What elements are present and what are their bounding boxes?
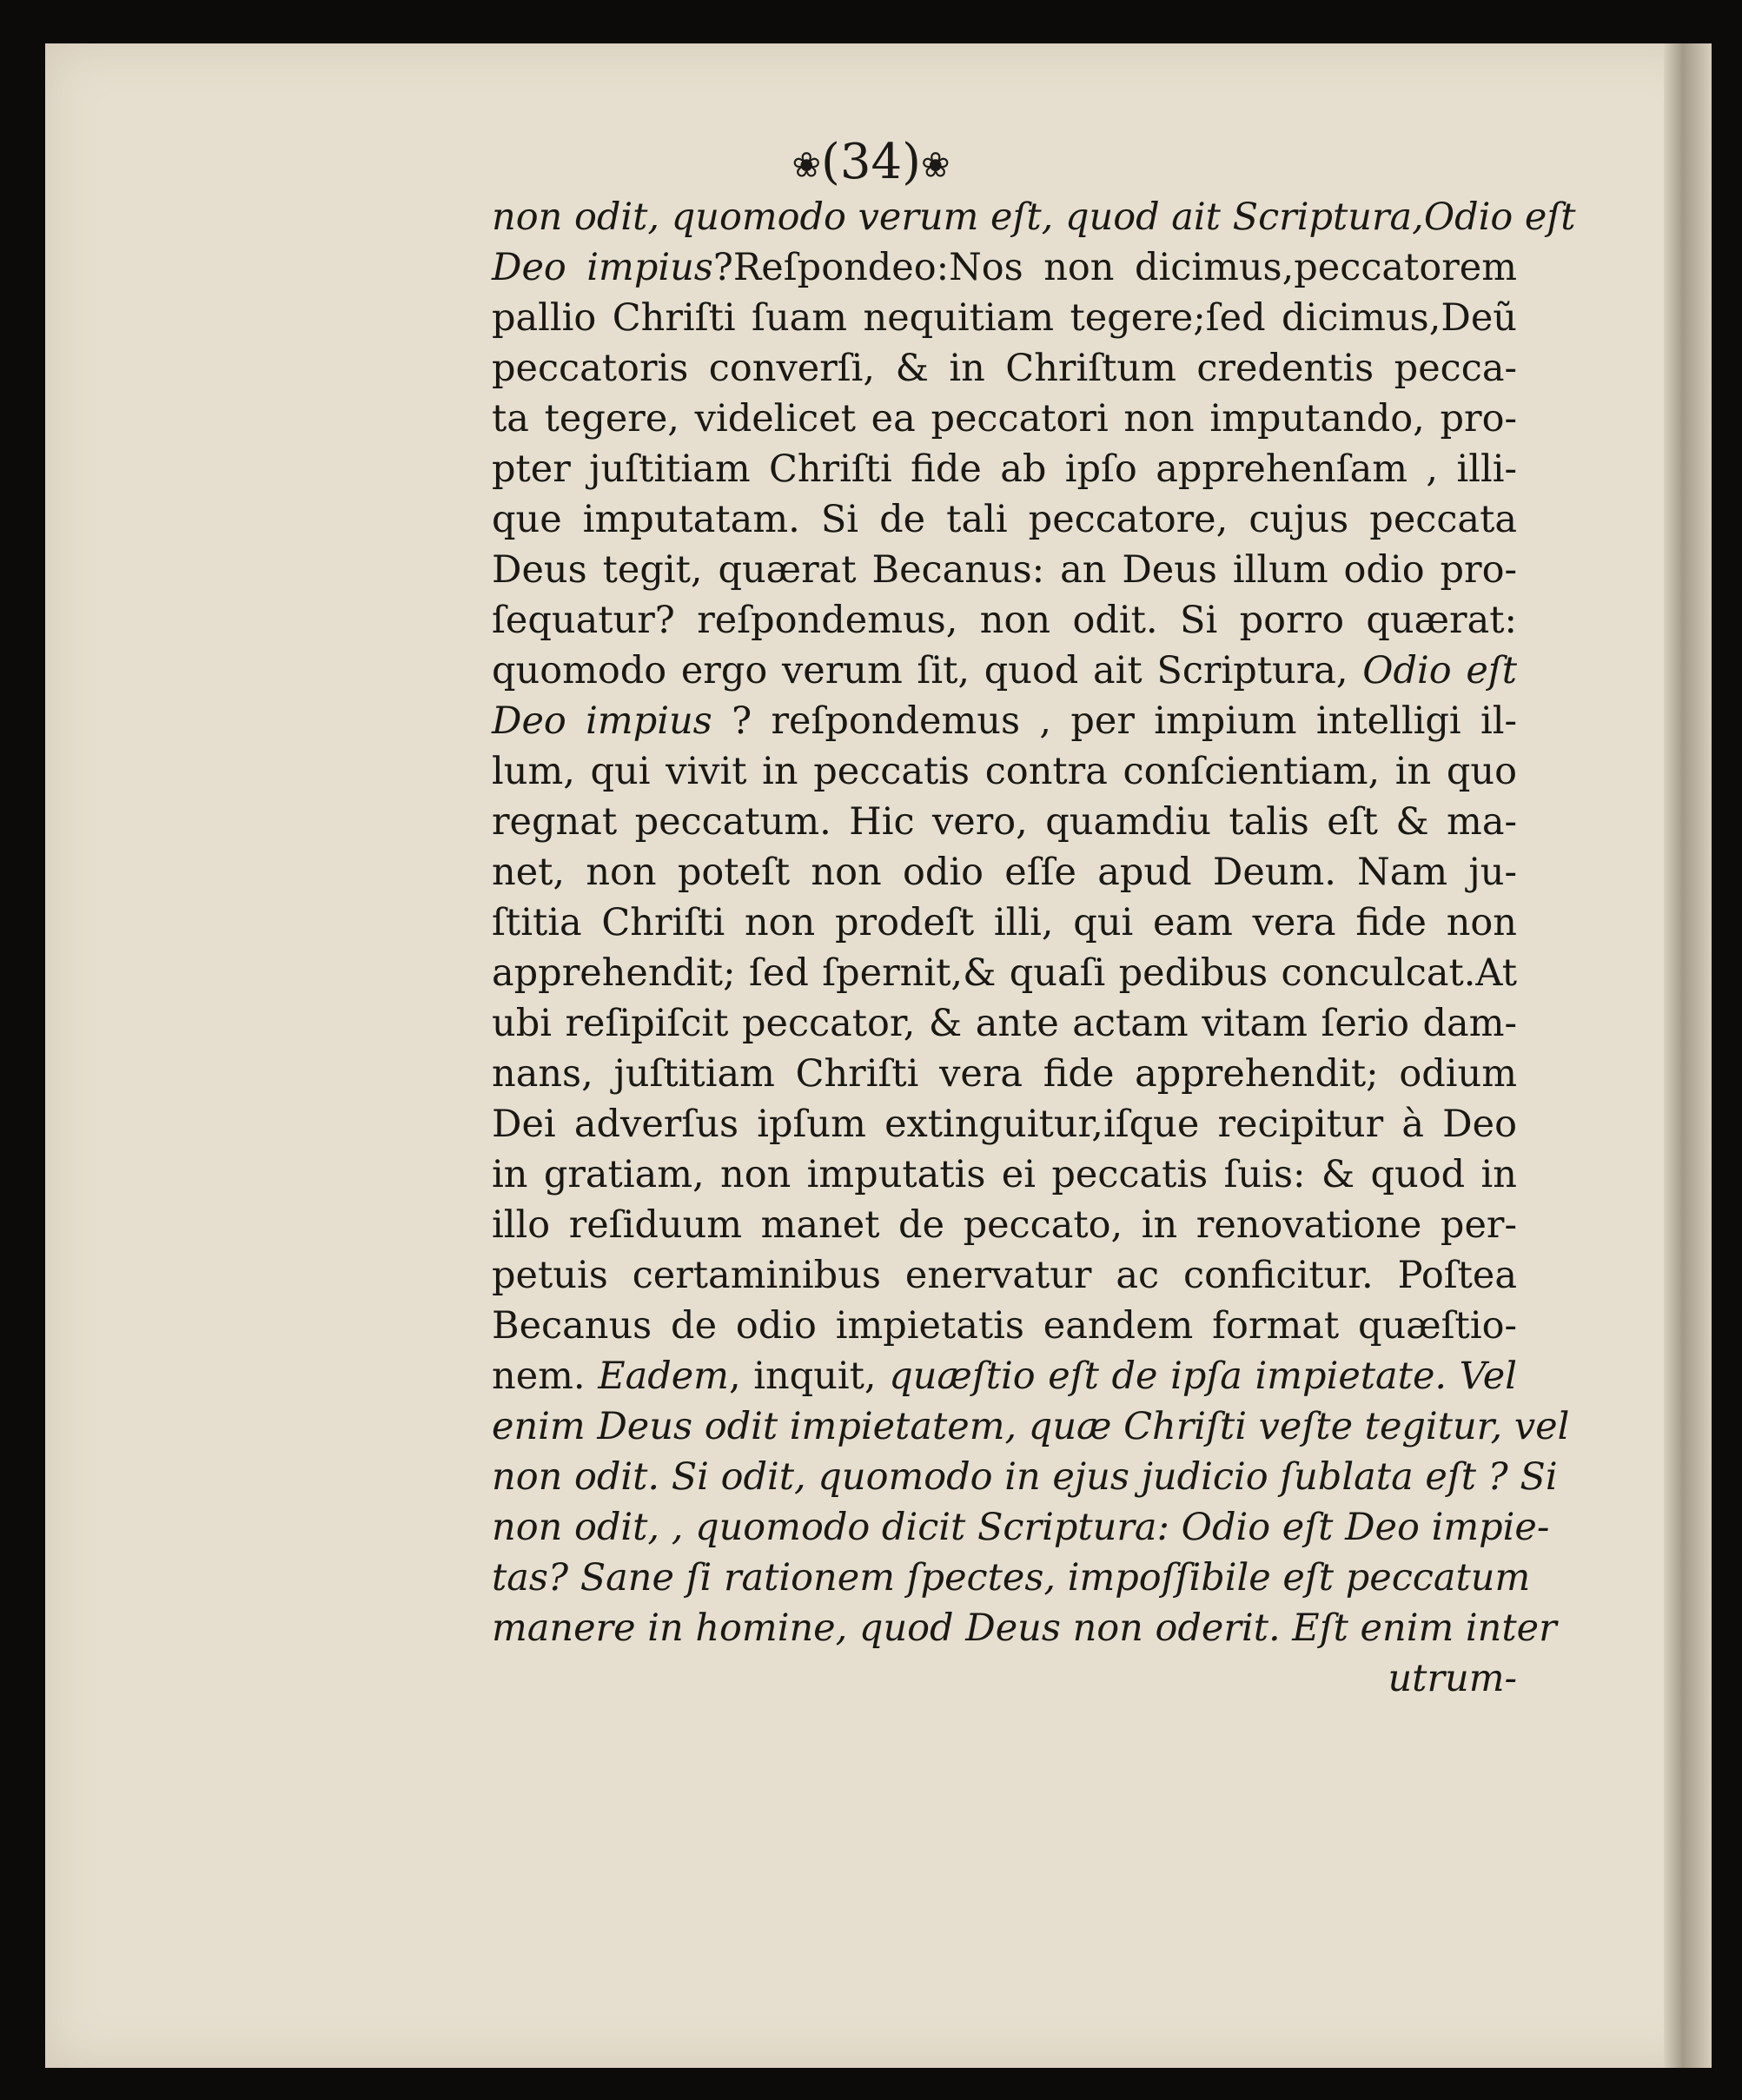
text-segment: illo reſiduum manet de peccato, in renovatione per- [492,1203,1517,1247]
text-segment: non odit, quomodo verum eſt, quod ait Scriptura,Odio eſt [492,195,1576,239]
text-segment: manere in homine, quod Deus non oderit. Eſt enim inter [492,1606,1557,1650]
text-segment: quomodo ergo verum ſit, quod ait Scriptura, [492,649,1363,692]
text-line [492,696,1517,746]
text-segment: ta tegere, videlicet ea peccatori non imputando, pro- [492,397,1517,441]
text-line [492,646,1517,696]
text-line [492,1553,1531,1603]
text-segment: pter juſtitiam Chriſti fide ab ipſo apprehenſam , illi- [492,447,1517,491]
text-line [492,1351,1517,1401]
text-segment: ſtitia Chriſti non prodeſt illi, qui eam vera fide non [492,901,1517,944]
text-segment: regnat peccatum. Hic vero, quamdiu talis eſt & ma- [492,800,1517,844]
text-line [492,242,1517,293]
text-segment: Odio eſt [1362,649,1518,692]
text-segment: petuis certaminibus enervatur ac conficitur. Poſtea [492,1254,1517,1297]
text-segment: , inquit, [728,1355,890,1398]
text-line [492,293,1517,343]
text-segment: pallio Chriſti ſuam nequitiam tegere;ſed dicimus,Deũ [492,296,1517,340]
text-line [492,746,1517,797]
text-line [492,1200,1517,1250]
text-segment: peccatoris converſi, & in Chriſtum credentis pecca- [492,347,1517,390]
text-segment: tas? Sane ſi rationem ſpectes, impoſſibile eſt peccatum [492,1556,1531,1600]
text-line [492,1502,1550,1553]
text-segment: nans, juſtitiam Chriſti vera fide apprehendit; odium [492,1052,1517,1096]
text-segment: ? reſpondemus , per impium intelligi il- [712,699,1517,743]
text-line [492,797,1517,847]
text-line [492,444,1517,494]
text-segment: que imputatam. Si de tali peccatore, cujus peccata [492,498,1517,541]
text-line [492,192,1576,242]
page-number: (34) [821,134,921,190]
text-line [492,1452,1558,1502]
body-text [492,192,1576,1704]
text-line [492,1049,1517,1099]
text-line [492,847,1517,898]
text-segment: ?Reſpondeo:Nos non dicimus,peccatorem [712,246,1517,289]
text-segment: non odit. Si odit, quomodo in ejus judicio ſublata eſt ? Si [492,1455,1558,1499]
text-line [492,595,1517,646]
text-segment: nem. [492,1355,599,1398]
text-line [492,343,1517,394]
text-line [492,1603,1557,1653]
text-line [492,998,1517,1049]
text-line [492,1250,1517,1301]
text-line [492,1401,1570,1452]
text-segment: net, non poteſt non odio eſſe apud Deum. Nam ju- [492,851,1517,894]
text-line [492,545,1517,595]
text-line [492,898,1517,948]
text-line [492,948,1517,998]
text-line [492,1099,1517,1149]
text-segment: Deo impius [492,246,713,289]
text-segment: quæſtio eſt de ipſa impietate. Vel [889,1355,1517,1398]
catchword: utrum- [1388,1657,1517,1700]
text-line [492,394,1517,444]
text-segment: in gratiam, non imputatis ei peccatis ſuis: & quod in [492,1153,1517,1196]
text-segment: Dei adverſus ipſum extinguitur,iſque recipitur à Deo [492,1103,1517,1146]
page-header [0,132,1742,196]
text-segment: Deus tegit, quærat Becanus: an Deus illum odio pro- [492,548,1517,592]
text-segment: lum, qui vivit in peccatis contra conſcientiam, in quo [492,750,1517,793]
book-gutter [1664,43,1712,2068]
text-line [492,1301,1517,1351]
text-segment: enim Deus odit impietatem, quæ Chriſti veſte tegitur, vel [492,1405,1570,1448]
text-segment: non odit, , quomodo dicit Scriptura [492,1506,1157,1549]
text-segment: Deo impius [492,699,712,743]
text-segment: ubi reſipiſcit peccator, & ante actam vitam ſerio dam- [492,1002,1517,1045]
text-segment: Becanus de odio impietatis eandem format quæſtio- [492,1304,1517,1348]
flower-ornament-icon: ❀ [920,145,950,186]
text-segment: apprehendit; ſed ſpernit,& quaſi pedibus conculcat.At [492,951,1517,995]
text-segment: : Odio eſt Deo impie- [1156,1506,1550,1549]
flower-ornament-icon: ❀ [792,145,822,186]
text-line [492,1149,1517,1200]
text-segment: Eadem [598,1355,729,1398]
text-segment: ſequatur? reſpondemus, non odit. Si porro quærat: [492,599,1517,642]
text-line [492,494,1517,545]
